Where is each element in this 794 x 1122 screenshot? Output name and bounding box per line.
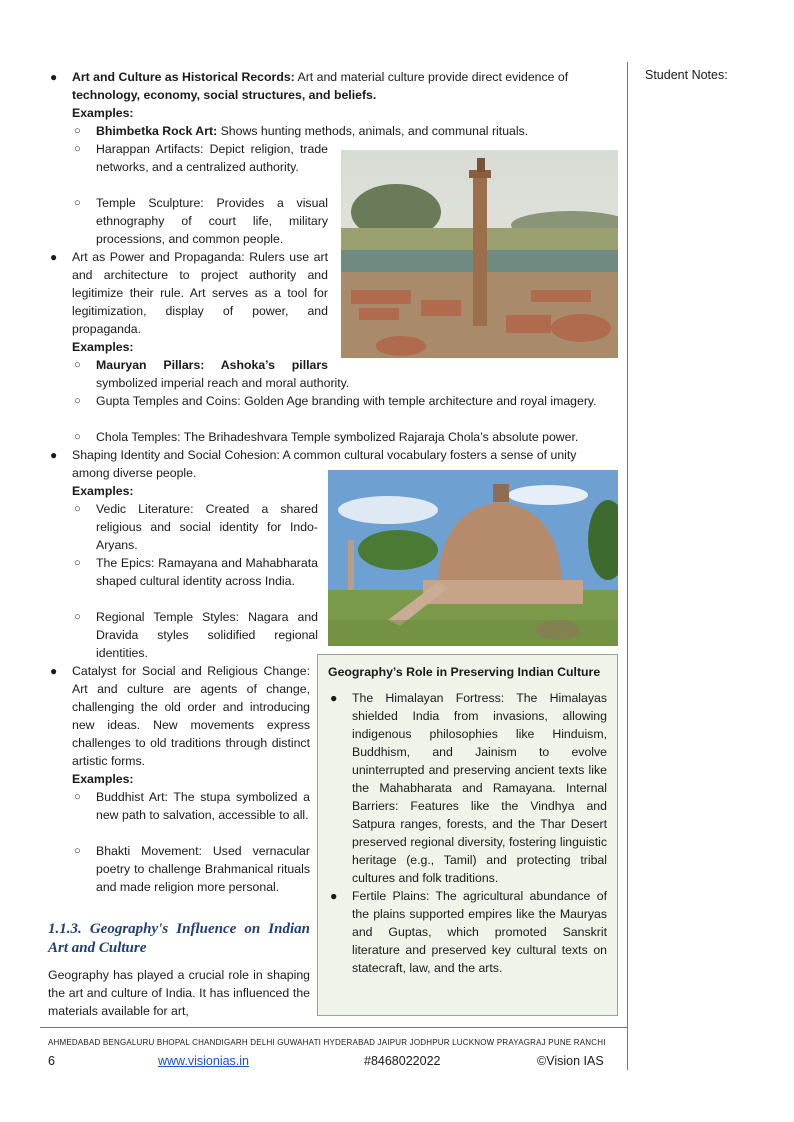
- example-mauryan: [74, 356, 328, 374]
- example-text: Buddhist Art: The stupa symbolized a new path to salvation, accessible to all.: [96, 790, 310, 822]
- box-item-plains: [328, 887, 607, 977]
- bullet-icon: ●: [50, 250, 58, 264]
- box-item-text: The Himalayan Fortress: The Himalayas shielded India from invasions, allowing indigenous philosophies like Hinduism, Buddhism, and Jainism to evolve uninterrupted and preserving ancient texts like the Mahabharata and Ramayana. Internal Barriers: Features like the Vindhya and Satpura ranges, forests, and the Thar Desert preserved regional diversity, fostering linguistic heritage (e.g., Tamil) and protecting tribal cultures and folk traditions.: [352, 691, 607, 885]
- section-text: Catalyst for Social and Religious Change: Art and culture are agents of change, challenging the old order and introducing new ideas. New movements express challenges to old traditions through distinct artistic forms.: [72, 664, 310, 768]
- box-title: Geography’s Role in Preserving Indian Culture: [328, 665, 601, 679]
- circle-bullet-icon: ○: [74, 395, 81, 407]
- section-historical-records: [50, 68, 642, 122]
- section-social-change: [50, 662, 310, 788]
- circle-bullet-icon: ○: [74, 791, 81, 803]
- example-text: Temple Sculpture: Provides a visual ethnography of court life, military processions, and common people.: [96, 196, 328, 246]
- website-link[interactable]: www.visionias.in: [158, 1054, 250, 1068]
- circle-bullet-icon: ○: [74, 197, 81, 209]
- example-regional: [74, 608, 318, 662]
- circle-bullet-icon: ○: [74, 143, 81, 155]
- example-text: Shows hunting methods, animals, and communal rituals.: [217, 124, 529, 138]
- bullet-icon: ●: [50, 664, 58, 678]
- examples-label: Examples:: [72, 340, 134, 354]
- student-notes-label: Student Notes:: [645, 68, 728, 82]
- circle-bullet-icon: ○: [74, 359, 81, 371]
- section-text-line2: among diverse people.: [72, 466, 197, 480]
- footer-cities: AHMEDABAD BENGALURU BHOPAL CHANDIGARH DELHI GUWAHATI HYDERABAD JAIPUR JODHPUR LUCKNOW PRAYAGRAJ PUNE RANCHI: [48, 1038, 606, 1047]
- phone-number: #8468022022: [364, 1054, 441, 1068]
- margin-divider: [627, 62, 628, 1070]
- geography-info-box: [317, 654, 618, 1016]
- section-text: Shaping Identity and Social Cohesion: A common cultural vocabulary fosters a sense of unity: [72, 448, 577, 462]
- example-chola: [74, 428, 626, 446]
- circle-bullet-icon: ○: [74, 125, 81, 137]
- section-title: Art and Culture as Historical Records:: [72, 70, 295, 84]
- bullet-icon: ●: [330, 889, 338, 903]
- examples-label: Examples:: [72, 772, 134, 786]
- example-mauryan-text: symbolized imperial reach and moral authority.: [96, 376, 350, 390]
- bullet-icon: ●: [50, 448, 58, 462]
- ashoka-pillar-image: [341, 150, 618, 358]
- section-text: Art and material culture provide direct evidence of: [294, 70, 569, 84]
- example-text: The Epics: Ramayana and Mahabharata shaped cultural identity across India.: [96, 556, 318, 588]
- sanchi-stupa-image: [328, 470, 618, 646]
- example-temple-sculpture: [74, 194, 328, 248]
- copyright: ©Vision IAS: [537, 1054, 604, 1068]
- footer-divider: [40, 1027, 628, 1028]
- bullet-icon: ●: [50, 70, 58, 84]
- circle-bullet-icon: ○: [74, 503, 81, 515]
- example-text: Chola Temples: The Brihadeshvara Temple symbolized Rajaraja Chola’s absolute power.: [96, 430, 579, 444]
- example-text: Regional Temple Styles: Nagara and Dravida styles solidified regional identities.: [96, 610, 318, 660]
- example-text: Harappan Artifacts: Depict religion, trade networks, and a centralized authority.: [96, 142, 328, 174]
- circle-bullet-icon: ○: [74, 845, 81, 857]
- example-bhakti: [74, 842, 310, 896]
- box-item-himalayan: [328, 689, 607, 887]
- circle-bullet-icon: ○: [74, 557, 81, 569]
- geography-paragraph: Geography has played a crucial role in shaping the art and culture of India. It has influenced the materials available for art,: [48, 968, 310, 1018]
- example-title: Mauryan Pillars: Ashoka’s pillars: [96, 358, 328, 372]
- example-text: Vedic Literature: Created a shared religious and social identity for Indo-Aryans.: [96, 502, 318, 552]
- example-harappan: [74, 140, 328, 176]
- bullet-icon: ●: [330, 691, 338, 705]
- example-gupta: [74, 392, 618, 410]
- example-text: Bhakti Movement: Used vernacular poetry to challenge Brahmanical rituals and made religion more personal.: [96, 844, 310, 894]
- circle-bullet-icon: ○: [74, 611, 81, 623]
- circle-bullet-icon: ○: [74, 431, 81, 443]
- example-buddhist: [74, 788, 310, 824]
- section-heading: 1.1.3. Geography's Influence on Indian Art and Culture: [48, 921, 310, 956]
- example-title: Bhimbetka Rock Art:: [96, 124, 218, 138]
- section-text: Art as Power and Propaganda: Rulers use art and architecture to project authority and legitimize their rule. Art serves as a tool for legitimization, display of power, and propaganda.: [72, 250, 328, 336]
- examples-label: Examples:: [72, 106, 134, 120]
- section-text-line2: technology, economy, social structures, and beliefs.: [72, 88, 377, 102]
- example-epics: [74, 554, 318, 590]
- examples-label: Examples:: [72, 484, 134, 498]
- section-power-propaganda: [50, 248, 328, 356]
- example-bhimbetka: [74, 122, 576, 140]
- box-item-text: Fertile Plains: The agricultural abundance of the plains supported empires like the Mauryas and Guptas, which promoted Sanskrit literature and preserved key cultural texts on statecraft, law, and the arts.: [352, 889, 607, 975]
- example-vedic: [74, 500, 318, 554]
- example-text: Gupta Temples and Coins: Golden Age branding with temple architecture and royal imagery.: [96, 394, 597, 408]
- page-number: 6: [48, 1054, 55, 1068]
